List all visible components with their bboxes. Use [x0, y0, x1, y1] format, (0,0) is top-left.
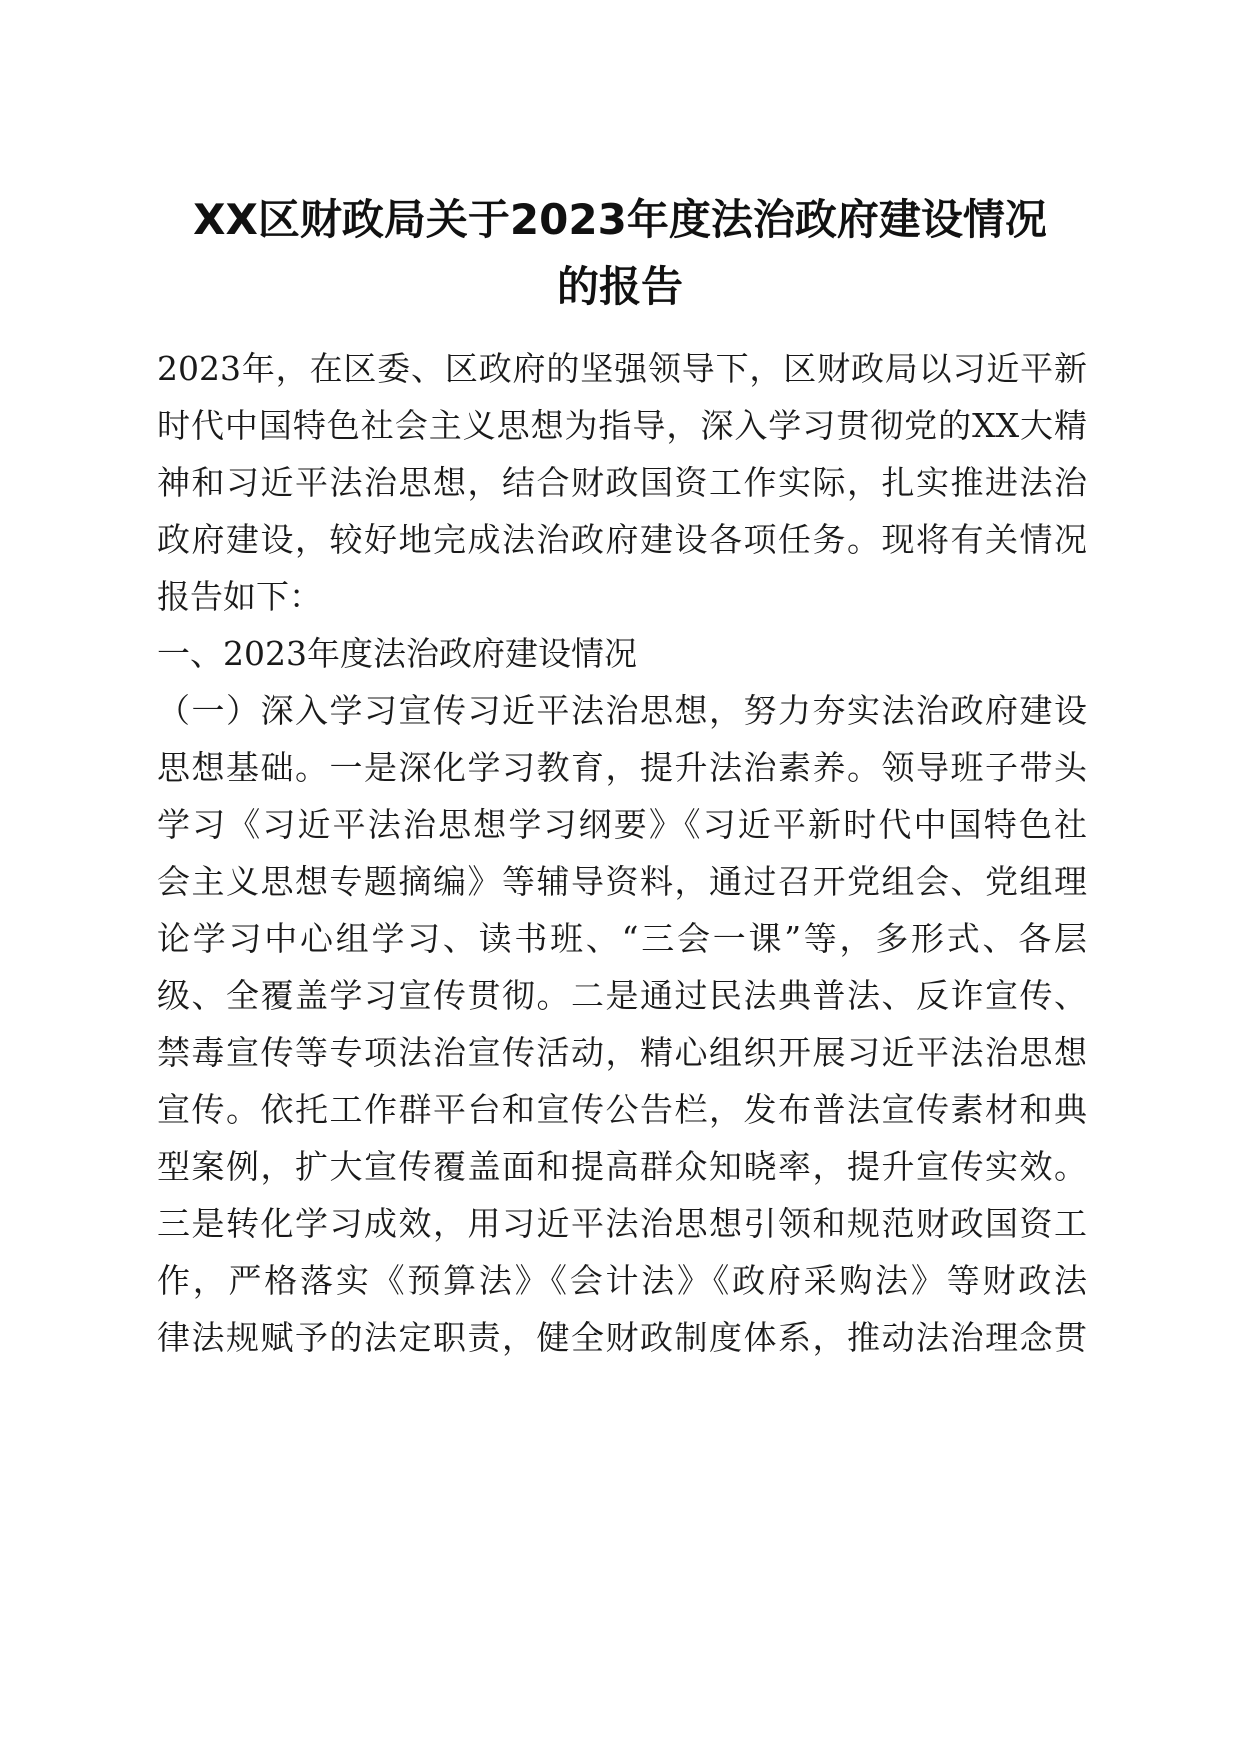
document-title-line-2: 的报告: [556, 262, 683, 311]
paragraph-line: 级、全覆盖学习宣传贯彻。二是通过民法典普法、反诈宣传、: [157, 976, 1087, 1015]
paragraph-line: 三是转化学习成效，用习近平法治思想引领和规范财政国资工: [157, 1204, 1087, 1243]
subsection-line: （一）深入学习宣传习近平法治思想，努力夯实法治政府建设: [157, 691, 1087, 730]
paragraph-line: 时代中国特色社会主义思想为指导，深入学习贯彻党的XX大精: [157, 406, 1087, 445]
paragraph-line: 论学习中心组学习、读书班、“三会一课”等，多形式、各层: [157, 919, 1087, 958]
document-title-line-1: XX区财政局关于2023年度法治政府建设情况: [193, 195, 1047, 244]
paragraph-line: 2023年，在区委、区政府的坚强领导下，区财政局以习近平新: [157, 349, 1087, 388]
paragraph-line: 宣传。依托工作群平台和宣传公告栏，发布普法宣传素材和典: [157, 1090, 1087, 1129]
paragraph-line: 学习《习近平法治思想学习纲要》《习近平新时代中国特色社: [157, 805, 1087, 844]
paragraph-line: 报告如下：: [157, 577, 322, 616]
paragraph-line: 政府建设，较好地完成法治政府建设各项任务。现将有关情况: [157, 520, 1087, 559]
paragraph-line: 禁毒宣传等专项法治宣传活动，精心组织开展习近平法治思想: [157, 1033, 1087, 1072]
paragraph-line: 会主义思想专题摘编》等辅导资料，通过召开党组会、党组理: [157, 862, 1087, 901]
paragraph-line: 思想基础。一是深化学习教育，提升法治素养。领导班子带头: [157, 748, 1087, 787]
paragraph-line: 作，严格落实《预算法》《会计法》《政府采购法》等财政法: [157, 1261, 1087, 1300]
section-heading: 一、2023年度法治政府建设情况: [157, 634, 637, 673]
paragraph-line: 神和习近平法治思想，结合财政国资工作实际，扎实推进法治: [157, 463, 1087, 502]
paragraph-line: 律法规赋予的法定职责，健全财政制度体系，推动法治理念贯: [157, 1318, 1087, 1357]
paragraph-line: 型案例，扩大宣传覆盖面和提高群众知晓率，提升宣传实效。: [157, 1147, 1087, 1186]
